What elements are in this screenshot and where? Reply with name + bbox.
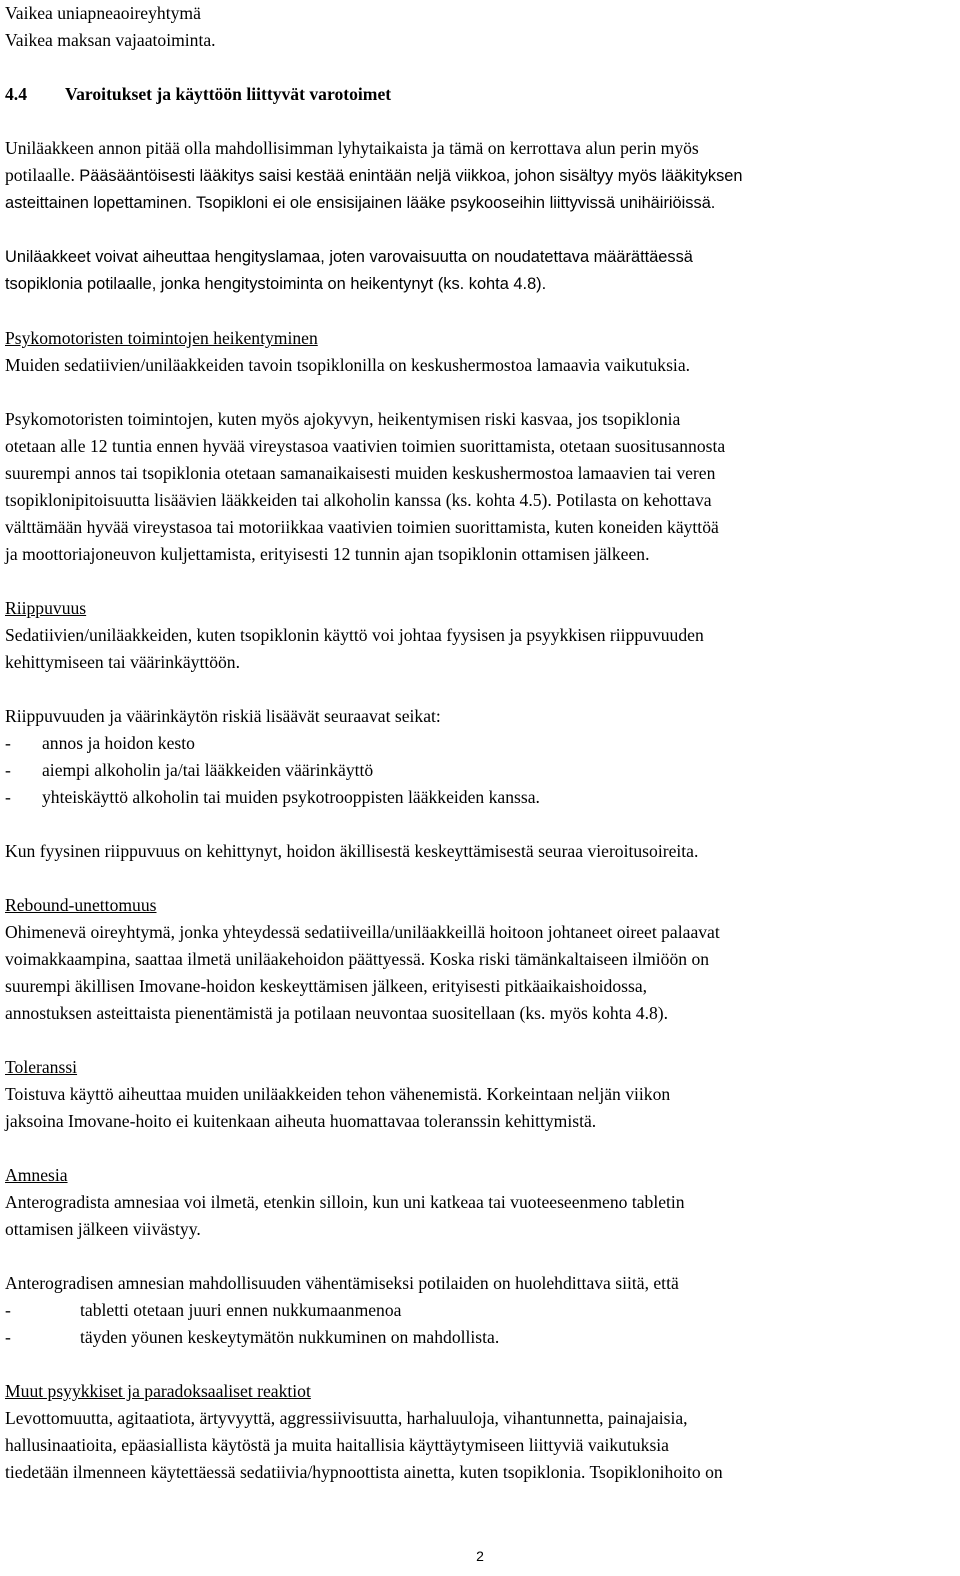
text-line: tsopiklonipitoisuutta lisäävien lääkkeiden tai alkoholin kanssa (ks. kohta 4.5). Potilasta on kehottava [5,490,712,510]
text-line: Riippuvuuden ja väärinkäytön riskiä lisäävät seuraavat seikat: [5,706,441,726]
bullet-dash: - [5,1327,11,1347]
bullet-dash: - [5,733,11,753]
list-item-text: täyden yöunen keskeytymätön nukkuminen on mahdollista. [80,1327,500,1347]
text-line: suurempi äkillisen Imovane-hoidon keskeyttämisen jälkeen, erityisesti pitkäaikaishoidossa, [5,976,648,996]
list-item [5,1324,960,1351]
text-line: kehittymiseen tai väärinkäyttöön. [5,652,241,672]
text-line [5,162,960,190]
list-item [5,784,960,811]
text-line: suurempi annos tai tsopiklonia otetaan samanaikaisesti muiden keskushermostoa lamaavien tai veren [5,463,716,483]
text-line: Anterogradista amnesiaa voi ilmetä, etenkin silloin, kun uni katkeaa tai vuoteeseenmeno tabletin [5,1192,685,1212]
list-item-text: yhteiskäyttö alkoholin tai muiden psykotrooppisten lääkkeiden kanssa. [42,787,540,807]
text-line: Ohimenevä oireyhtymä, jonka yhteydessä sedatiiveilla/uniläakkeillä hoitoon johtaneet oireet palaavat [5,922,720,942]
text-line: Uniläakkeen annon pitää olla mahdollisimman lyhytaikaista ja tämä on kerrottava alun perin myös [5,138,699,158]
section-title: Varoitukset ja käyttöön liittyvät varotoimet [65,84,392,104]
text-line: Anterogradisen amnesian mahdollisuuden vähentämiseksi potilaiden on huolehdittava siitä, että [5,1273,679,1293]
list-item-text: annos ja hoidon kesto [42,733,195,753]
subheading-rebound: Rebound-unettomuus [5,895,157,915]
text-line: Toistuva käyttö aiheuttaa muiden uniläakkeiden tehon vähenemistä. Korkeintaan neljän viikon [5,1084,671,1104]
text-line: Muiden sedatiivien/uniläakkeiden tavoin tsopiklonilla on keskushermostoa lamaavia vaikutuksia. [5,355,691,375]
list-item-text: aiempi alkoholin ja/tai lääkkeiden väärinkäyttö [42,760,374,780]
spacer [5,54,960,81]
list-item [5,730,960,757]
text-line: Uniläakkeet voivat aiheuttaa hengityslamaa, joten varovaisuutta on noudatettava määrättäessä [5,248,693,266]
bullet-dash: - [5,787,11,807]
list-item [5,757,960,784]
spacer [5,1351,960,1378]
bullet-dash: - [5,760,11,780]
text-line: annostuksen asteittaista pienentämistä ja potilaan neuvontaa suositellaan (ks. myös kohta 4.8). [5,1003,669,1023]
spacer [5,108,960,135]
text-line: Vaikea uniapneaoireyhtymä [5,3,201,23]
text-line: voimakkaampina, saattaa ilmetä uniläakehoidon päättyessä. Koska riski tämänkaltaiseen ilmiöön on [5,949,710,969]
list-item [5,1297,960,1324]
text-line: tsopiklonia potilaalle, jonka hengitystoiminta on heikentynyt (ks. kohta 4.8). [5,275,547,293]
bullet-dash: - [5,1300,11,1320]
text-line: Kun fyysinen riippuvuus on kehittynyt, hoidon äkillisestä keskeyttämisestä seuraa vieroitusoireita. [5,841,699,861]
spacer [5,298,960,325]
text-span: potilaalle. [5,165,80,185]
text-line: Sedatiivien/uniläakkeiden, kuten tsopiklonin käyttö voi johtaa fyysisen ja psyykkisen riippuvuuden [5,625,704,645]
text-line: välttämään hyvää vireystasoa tai motoriikkaa vaativien toimien suorittamista, kuten koneiden käyttöä [5,517,719,537]
subheading-psychomotor: Psykomotoristen toimintojen heikentyminen [5,328,318,348]
spacer [5,676,960,703]
text-line: ja moottoriajoneuvon kuljettamista, erityisesti 12 tunnin ajan tsopiklonin ottamisen jälkeen. [5,544,650,564]
subheading-other-reactions: Muut psyykkiset ja paradoksaaliset reaktiot [5,1381,311,1401]
section-heading [5,81,960,108]
section-number: 4.4 [5,84,27,104]
spacer [5,1135,960,1162]
spacer [5,1243,960,1270]
spacer [5,379,960,406]
spacer [5,217,960,244]
text-line: otetaan alle 12 tuntia ennen hyvää vireystasoa vaativien toimien suorittamista, otetaan suositusannosta [5,436,726,456]
spacer [5,568,960,595]
text-line: hallusinaatioita, epäasiallista käytöstä ja muita haitallisia käyttäytymiseen liittyviä vaikutuksia [5,1435,669,1455]
text-line: Psykomotoristen toimintojen, kuten myös ajokyvyn, heikentymisen riski kasvaa, jos tsopiklonia [5,409,681,429]
text-line: Vaikea maksan vajaatoiminta. [5,30,216,50]
spacer [5,865,960,892]
text-line: tiedetään ilmenneen käytettäessä sedatiivia/hypnoottista ainetta, kuten tsopiklonia. Tsopiklonihoito on [5,1462,723,1482]
subheading-amnesia: Amnesia [5,1165,68,1185]
subheading-tolerance: Toleranssi [5,1057,78,1077]
page-number: 2 [476,1548,484,1564]
subheading-dependence: Riippuvuus [5,598,87,618]
text-span: Pääsääntöisesti lääkitys saisi kestää enintään neljä viikkoa, johon sisältyy myös lääkityksen [79,167,743,185]
text-line: Levottomuutta, agitaatiota, ärtyvyyttä, aggressiivisuutta, harhaluuloja, vihantunnetta, painajaisia, [5,1408,688,1428]
text-line: ottamisen jälkeen viivästyy. [5,1219,201,1239]
text-line: jaksoina Imovane-hoito ei kuitenkaan aiheuta huomattavaa toleranssin kehittymistä. [5,1111,597,1131]
spacer [5,1027,960,1054]
text-line: asteittainen lopettaminen. Tsopikloni ei ole ensisijainen lääke psykooseihin liittyvissä unihäiriöissä. [5,194,716,212]
spacer [5,811,960,838]
list-item-text: tabletti otetaan juuri ennen nukkumaanmenoa [80,1300,402,1320]
